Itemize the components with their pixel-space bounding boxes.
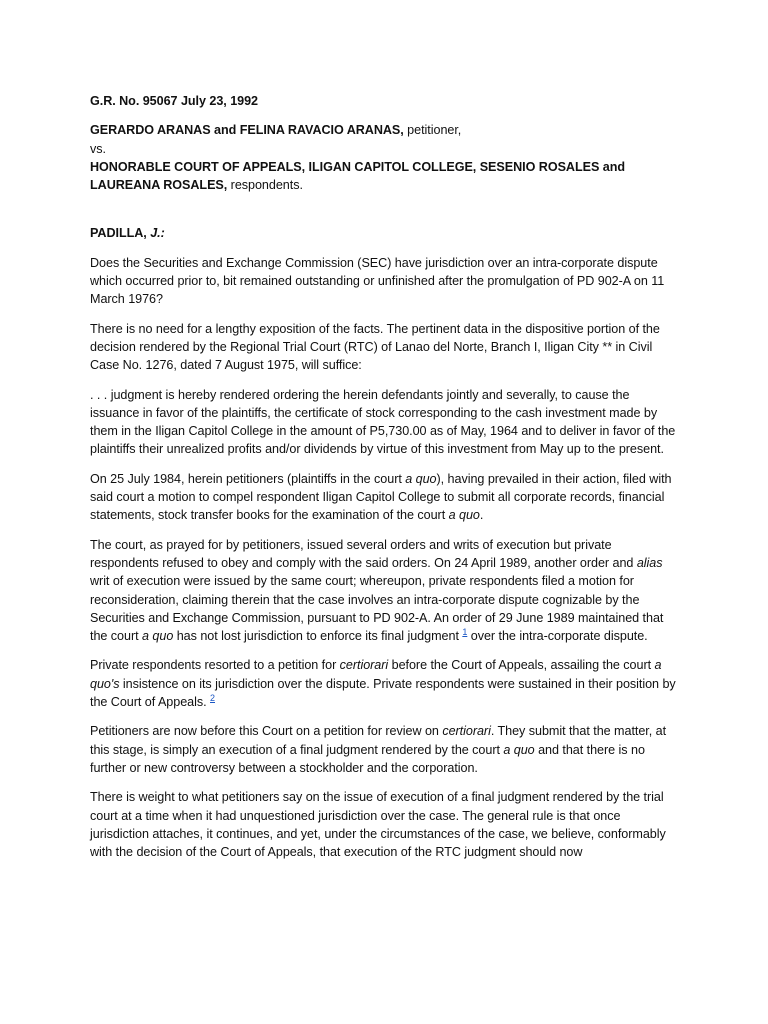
footnote-link-1[interactable]: 1	[462, 626, 468, 637]
petitioner-role: petitioner,	[403, 123, 462, 138]
petitioners-line	[90, 121, 682, 139]
case-number: G.R. No. 95067 July 23, 1992	[90, 94, 259, 108]
text-run: insistence on its jurisdiction over the dispute. Private respondents were sustained in their position by the Court of Appeals.	[90, 676, 676, 710]
italic-run: certiorari	[442, 724, 491, 739]
text-run: Petitioners are now before this Court on a petition for review on	[90, 724, 443, 739]
text-run: ), having prevailed in their action, filed with said court a motion to compel respondent Iligan Capitol College to submit all corporate records, financial statements, stock transfer books for the examination of the court	[90, 471, 672, 523]
italic-run: certiorari	[339, 658, 389, 673]
paragraph-5	[90, 536, 682, 646]
italic-run: a quo	[448, 508, 480, 523]
italic-run: alias	[636, 555, 663, 570]
ponente-line	[90, 224, 682, 242]
italic-run: a quo's	[90, 658, 662, 691]
paragraph-7	[90, 722, 682, 777]
ponente-title: J.:	[150, 226, 165, 241]
text-run: Private respondents resorted to a petition for	[90, 658, 340, 673]
versus-line: vs.	[90, 141, 106, 156]
respondent-role: respondents.	[227, 178, 303, 193]
text-run: before the Court of Appeals, assailing the court	[388, 658, 655, 673]
text-run: . They submit that the matter, at this stage, is simply an execution of a final judgment rendered by the court	[90, 724, 667, 757]
italic-run: a quo	[405, 471, 437, 486]
paragraph-6	[90, 656, 682, 711]
respondent-names: HONORABLE COURT OF APPEALS, ILIGAN CAPITOL COLLEGE, SESENIO ROSALES and LAUREANA ROSALES,	[90, 159, 625, 193]
paragraph-2: There is no need for a lengthy exposition of the facts. The pertinent data in the dispositive portion of the decision rendered by the Regional Trial Court (RTC) of Lanao del Norte, Branch I, Iligan City ** in Civil Case No. 1276, dated 7 August 1975, will suffice:	[90, 321, 660, 373]
footnote-link-2[interactable]: 2	[210, 692, 215, 703]
text-run: On 25 July 1984, herein petitioners (plaintiffs in the court	[90, 471, 406, 486]
text-run: writ of execution were issued by the same court; whereupon, private respondents filed a motion for reconsideration, claiming therein that the case involves an intra-corporate dispute cognizable by the Securities and Exchange Commission, pursuant to PD 902-A. An order of 29 June 1989 maintained that the court	[90, 574, 664, 644]
paragraph-1: Does the Securities and Exchange Commission (SEC) have jurisdiction over an intra-corporate dispute which occurred prior to, bit remained outstanding or unfinished after the promulgation of PD 902-A on 11 March 1976?	[90, 255, 665, 307]
ponente-name: PADILLA,	[90, 226, 151, 241]
document-body	[90, 92, 682, 861]
respondents-line	[90, 158, 682, 195]
text-run: over the intra-corporate dispute.	[467, 629, 648, 644]
text-run: The court, as prayed for by petitioners, issued several orders and writs of execution but private respondents refused to obey and comply with the said orders. On 24 April 1989, another order and	[90, 537, 637, 570]
paragraph-8: There is weight to what petitioners say on the issue of execution of a final judgment rendered by the trial court at a time when it had unquestioned jurisdiction over the case. The general rule is that once jurisdiction attaches, it continues, and yet, under the circumstances of the case, we believe, conformably with the decision of the Court of Appeals, that execution of the RTC judgment should now	[90, 790, 666, 860]
text-run: has not lost jurisdiction to enforce its final judgment	[173, 629, 463, 644]
petitioner-names: GERARDO ARANAS and FELINA RAVACIO ARANAS,	[90, 123, 404, 138]
text-run: .	[479, 508, 484, 523]
text-run: and that there is no further or new controversy between a stockholder and the corporation.	[90, 742, 645, 775]
italic-run: a quo	[142, 629, 174, 644]
italic-run: a quo	[503, 742, 535, 757]
quoted-dispositive: . . . judgment is hereby rendered ordering the herein defendants jointly and severally, to cause the issuance in favor of the plaintiffs, the certificate of stock corresponding to the cash investment made by them in the Iligan Capitol College in the amount of P5,730.00 as of May, 1964 and to deliver in favor of the plaintiffs their unrealized profits and/or dividends by virtue of this investment from May up to the present.	[90, 387, 676, 457]
paragraph-4	[90, 470, 682, 525]
